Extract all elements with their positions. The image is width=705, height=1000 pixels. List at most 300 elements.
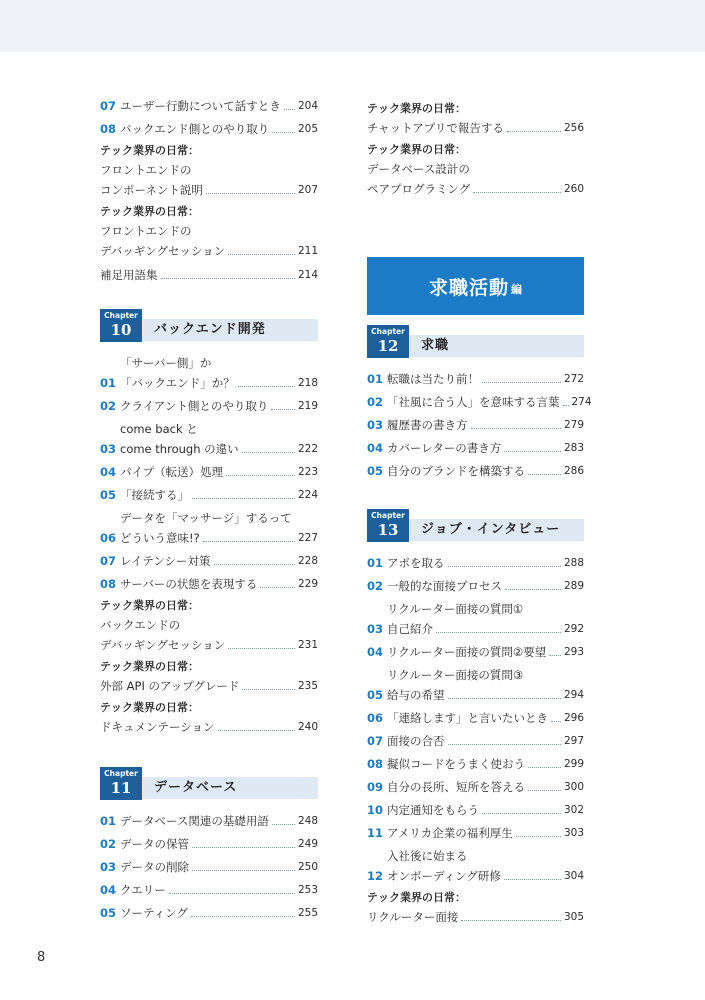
entry-number: 05 [100, 488, 117, 502]
toc-special-entry[interactable] [367, 889, 584, 927]
entry-page: 272 [563, 373, 584, 385]
entry-number: 01 [367, 372, 384, 386]
toc-entry[interactable] [367, 392, 592, 412]
chapter-label: Chapter [104, 311, 138, 320]
entry-body [120, 119, 318, 139]
entry-last-line [387, 777, 584, 797]
entry-last-line [120, 373, 318, 393]
entry-title-line: アメリカ企業の福利厚生 [387, 826, 513, 840]
toc-entry[interactable] [367, 665, 584, 705]
entry-body [120, 419, 318, 459]
toc-entry[interactable] [367, 823, 584, 843]
leader-dots [448, 744, 561, 745]
entry-page: 305 [563, 911, 584, 923]
entry-body [387, 642, 584, 662]
entry-title-line: フロントエンドの [100, 224, 192, 238]
chapter-13-items [367, 553, 584, 886]
entry-title-line: ユーザー行動について話すとき [120, 99, 281, 113]
toc-entry[interactable] [100, 508, 318, 548]
leader-dots [242, 452, 295, 453]
entry-body [387, 553, 584, 573]
entry-last-line [387, 708, 584, 728]
leader-dots [482, 382, 561, 383]
entry-category: テック業界の日常： [367, 143, 466, 156]
entry-title-line: アポを取る [387, 556, 445, 570]
toc-entry[interactable] [367, 461, 584, 481]
entry-last-line [120, 528, 318, 548]
entry-category: テック業界の日常： [100, 701, 199, 714]
entry-number: 03 [367, 418, 384, 432]
entry-title-line: come through の違い [120, 442, 239, 456]
chapter-number-box [100, 309, 142, 342]
entry-number: 08 [100, 122, 117, 136]
entry-title-line: リクルーター面接の質問②要望 [387, 645, 547, 659]
toc-special-entry[interactable] [100, 142, 318, 200]
chapter-13-header [367, 509, 584, 539]
toc-special-entry[interactable] [367, 100, 584, 138]
entry-number: 03 [367, 622, 384, 636]
entry-body [120, 462, 318, 482]
entry-title-line: 自己紹介 [387, 622, 433, 636]
leader-dots [272, 824, 295, 825]
entry-title-line: 「サーバー側」か [120, 356, 212, 370]
entry-title-line: 自分の長所、短所を答える [387, 780, 525, 794]
entry-last-line [120, 462, 318, 482]
entry-body [120, 811, 318, 831]
entry-number: 03 [100, 442, 117, 456]
entry-title-line: データベース設計の [367, 162, 470, 176]
entry-last-line [387, 823, 584, 843]
entry-last-line [120, 903, 318, 923]
entry-title-line: デバッギングセッション [100, 244, 226, 258]
entry-page: 223 [297, 466, 318, 478]
toc-entry[interactable] [367, 576, 584, 596]
leader-dots [563, 405, 569, 406]
entry-last-line [367, 118, 584, 138]
entry-title-line: ソーティング [120, 906, 188, 920]
toc-entry[interactable] [100, 880, 318, 900]
entry-body [387, 777, 584, 797]
entry-last-line [100, 241, 318, 261]
entry-title-line: come back と [120, 422, 198, 436]
toc-glossary-entry[interactable] [100, 265, 318, 285]
entry-body [120, 353, 318, 393]
entry-title-line: 転職は当たり前！ [387, 372, 479, 386]
entry-page: 283 [563, 442, 584, 454]
chapter-number-box [367, 509, 409, 542]
entry-page: 250 [297, 861, 318, 873]
entry-number: 05 [100, 906, 117, 920]
entry-page: 260 [563, 183, 584, 195]
chapter-12-header [367, 325, 584, 355]
entry-body [100, 597, 318, 655]
entry-last-line [120, 119, 318, 139]
entry-last-line [120, 857, 318, 877]
entry-number: 04 [100, 883, 117, 897]
toc-special-entry[interactable] [367, 141, 584, 199]
entry-page: 224 [297, 489, 318, 501]
leader-dots [169, 893, 295, 894]
entry-body [100, 699, 318, 737]
entry-page: 302 [563, 804, 584, 816]
chapter-10-header [100, 309, 318, 339]
toc-entry[interactable] [100, 353, 318, 393]
toc-entry[interactable] [367, 800, 584, 820]
leader-dots [214, 564, 295, 565]
leader-dots [161, 278, 295, 279]
entry-title-line: 給与の希望 [387, 688, 445, 702]
entry-number: 12 [367, 869, 384, 883]
entry-number: 04 [367, 441, 384, 455]
entry-body [387, 415, 584, 435]
toc-entry[interactable] [367, 777, 584, 797]
toc-entry[interactable] [367, 599, 584, 639]
entry-title-line: 内定通知をもらう [387, 803, 479, 817]
entry-body [387, 576, 584, 596]
entry-last-line [387, 866, 584, 886]
entry-page: 274 [571, 396, 592, 408]
entry-number: 02 [100, 837, 117, 851]
leader-dots [505, 589, 561, 590]
entry-last-line [387, 415, 584, 435]
entry-body [387, 754, 584, 774]
entry-page: 222 [297, 443, 318, 455]
entry-page: 288 [563, 557, 584, 569]
entry-body [100, 658, 318, 696]
toc-entry[interactable] [100, 811, 318, 831]
entry-page: 297 [563, 735, 584, 747]
leader-dots [206, 193, 295, 194]
entry-category: テック業界の日常： [100, 599, 199, 612]
entry-page: 235 [297, 680, 318, 692]
entry-body [387, 708, 584, 728]
entry-last-line [387, 438, 584, 458]
entry-title-line: 入社後に始まる [387, 849, 468, 863]
toc-entry[interactable] [367, 438, 584, 458]
entry-body [120, 551, 318, 571]
page-number: 8 [37, 950, 46, 965]
entry-body [367, 889, 584, 927]
entry-title-line: サーバーの状態を表現する [120, 577, 258, 591]
entry-last-line [120, 551, 318, 571]
entry-number: 01 [100, 376, 117, 390]
leader-dots [461, 920, 561, 921]
toc-right-column [367, 100, 592, 930]
entry-number: 07 [100, 554, 117, 568]
entry-last-line [387, 369, 584, 389]
entry-last-line [100, 635, 318, 655]
entry-page: 227 [297, 532, 318, 544]
entry-title-line: データの削除 [120, 860, 189, 874]
entry-number: 08 [367, 757, 384, 771]
leader-dots [516, 836, 561, 837]
entry-number: 05 [367, 464, 384, 478]
entry-last-line [387, 731, 584, 751]
toc-entry[interactable] [100, 119, 318, 139]
entry-number: 05 [367, 688, 384, 702]
entry-page: 292 [563, 623, 584, 635]
entry-page: 218 [297, 377, 318, 389]
leader-dots [192, 498, 295, 499]
entry-last-line [100, 676, 318, 696]
toc-entry[interactable] [367, 415, 584, 435]
entry-number: 08 [100, 577, 117, 591]
entry-category: テック業界の日常： [100, 660, 199, 673]
entry-body [120, 903, 318, 923]
entry-number: 10 [367, 803, 384, 817]
entry-title-line: フロントエンドの [100, 163, 192, 177]
toc-special-entry[interactable] [100, 658, 318, 696]
toc-entry[interactable] [367, 369, 584, 389]
entry-body [387, 846, 584, 886]
entry-last-line [387, 392, 592, 412]
entry-page: 211 [297, 245, 318, 257]
toc-entry[interactable] [367, 553, 584, 573]
toc-entry[interactable] [367, 846, 584, 886]
toc-entry[interactable] [367, 754, 584, 774]
glossary-title: 補足用語集 [100, 268, 158, 282]
entry-title-line: リクルーター面接 [367, 910, 459, 924]
entry-page: 289 [563, 580, 584, 592]
leader-dots [284, 109, 295, 110]
toc-entry[interactable] [100, 834, 318, 854]
entry-number: 06 [367, 711, 384, 725]
entry-title-line: 面接の合否 [387, 734, 445, 748]
chapter-title: ジョブ・インタビュー [421, 522, 561, 537]
entry-category: テック業界の日常： [367, 102, 466, 115]
entry-category: テック業界の日常： [100, 205, 199, 218]
entry-body [387, 369, 584, 389]
toc-left-intro [100, 96, 318, 261]
section-suffix: 編 [511, 283, 522, 296]
toc-entry[interactable] [367, 642, 584, 662]
entry-page: 256 [563, 122, 584, 134]
entry-page: 296 [563, 712, 584, 724]
chapter-number-box [100, 767, 142, 800]
leader-dots [549, 655, 561, 656]
toc-right-intro [367, 100, 584, 199]
entry-title-line: 擬似コードをうまく使おう [387, 757, 525, 771]
leader-dots [504, 879, 561, 880]
entry-last-line [120, 880, 318, 900]
entry-number: 01 [367, 556, 384, 570]
leader-dots [504, 451, 561, 452]
entry-title-line: 履歴書の書き方 [387, 418, 468, 432]
leader-dots [191, 916, 295, 917]
leader-dots [228, 648, 295, 649]
entry-title-line: チャットアプリで報告する [367, 121, 504, 135]
entry-number: 01 [100, 814, 117, 828]
entry-page: 299 [563, 758, 584, 770]
entry-page: 253 [297, 884, 318, 896]
entry-last-line [387, 642, 584, 662]
leader-dots [228, 254, 295, 255]
entry-category: テック業界の日常： [367, 891, 466, 904]
leader-dots [260, 587, 295, 588]
entry-page: 240 [297, 721, 318, 733]
entry-body [100, 142, 318, 200]
leader-dots [203, 541, 295, 542]
leader-dots [471, 428, 561, 429]
entry-last-line [120, 811, 318, 831]
entry-body [120, 508, 318, 548]
toc-entry[interactable] [100, 462, 318, 482]
entry-body [120, 880, 318, 900]
leader-dots [528, 790, 561, 791]
entry-page: 219 [297, 400, 318, 412]
leader-dots [448, 698, 561, 699]
entry-body [387, 800, 584, 820]
leader-dots [448, 566, 561, 567]
entry-body [387, 823, 584, 843]
leader-dots [218, 730, 295, 731]
toc-entry[interactable] [367, 731, 584, 751]
entry-title-line: クライアント側とのやり取り [120, 399, 269, 413]
toc-special-entry[interactable] [100, 203, 318, 261]
entry-page: 248 [297, 815, 318, 827]
toc-entry[interactable] [367, 708, 584, 728]
entry-body [387, 438, 584, 458]
toc-special-entry[interactable] [100, 597, 318, 655]
glossary-page: 214 [297, 269, 318, 281]
entry-title-line: どういう意味!? [120, 531, 200, 545]
entry-last-line [120, 96, 318, 116]
entry-page: 303 [563, 827, 584, 839]
entry-title-line: データの保管 [120, 837, 189, 851]
entry-page: 255 [297, 907, 318, 919]
entry-page: 249 [297, 838, 318, 850]
entry-title-line: バックエンドの [100, 618, 181, 632]
leader-dots [242, 689, 295, 690]
entry-page: 304 [563, 870, 584, 882]
entry-page: 229 [297, 578, 318, 590]
entry-last-line [387, 576, 584, 596]
leader-dots [551, 721, 561, 722]
section-banner [367, 257, 584, 315]
chapter-12-items [367, 369, 592, 481]
entry-body [120, 396, 318, 416]
entry-body [120, 574, 318, 594]
entry-title-line: バックエンド側とのやり取り [120, 122, 270, 136]
entry-number: 02 [367, 395, 384, 409]
entry-number: 02 [100, 399, 117, 413]
toc-entry[interactable] [100, 857, 318, 877]
entry-page: 286 [563, 465, 584, 477]
entry-body [120, 485, 318, 505]
entry-body [387, 461, 584, 481]
toc-entry[interactable] [100, 396, 318, 416]
entry-title-line: データベース関連の基礎用語 [120, 814, 269, 828]
entry-page: 228 [297, 555, 318, 567]
entry-number: 06 [100, 531, 117, 545]
chapter-11-header [100, 767, 318, 797]
entry-last-line [387, 619, 584, 639]
leader-dots [192, 847, 295, 848]
entry-title-line: レイテンシー対策 [120, 554, 211, 568]
entry-page: 279 [563, 419, 584, 431]
entry-last-line [387, 553, 584, 573]
leader-dots [272, 132, 295, 133]
leader-dots [271, 409, 295, 410]
entry-body [387, 665, 584, 705]
entry-last-line [120, 485, 318, 505]
toc-entry[interactable] [100, 419, 318, 459]
toc-left-column [100, 96, 318, 926]
entry-last-line [387, 754, 584, 774]
leader-dots [507, 131, 561, 132]
entry-title-line: 「接続する」 [120, 488, 189, 502]
entry-title-line: デバッギングセッション [100, 638, 226, 652]
entry-number: 03 [100, 860, 117, 874]
leader-dots [473, 192, 561, 193]
entry-body [387, 599, 584, 639]
entry-last-line [120, 574, 318, 594]
chapter-label: Chapter [371, 511, 405, 520]
chapter-title: データベース [154, 780, 238, 795]
chapter-10-specials [100, 597, 318, 737]
entry-page: 300 [563, 781, 584, 793]
entry-last-line [100, 180, 318, 200]
chapter-10-items [100, 353, 318, 594]
entry-page: 205 [297, 123, 318, 135]
entry-title-line: データを「マッサージ」するって [120, 511, 292, 525]
entry-page: 294 [563, 689, 584, 701]
chapter-13-specials [367, 889, 584, 927]
chapter-number: 10 [110, 321, 132, 339]
leader-dots [528, 474, 561, 475]
toc-entry[interactable] [100, 574, 318, 594]
chapter-number: 12 [377, 337, 399, 355]
entry-body [367, 100, 584, 138]
entry-page: 204 [297, 100, 318, 112]
top-header-band [0, 0, 705, 52]
toc-entry[interactable] [100, 903, 318, 923]
toc-entry[interactable] [100, 551, 318, 571]
entry-number: 04 [367, 645, 384, 659]
chapter-number: 11 [110, 779, 132, 797]
entry-number: 09 [367, 780, 384, 794]
toc-entry[interactable] [100, 96, 318, 116]
entry-number: 11 [367, 826, 384, 840]
entry-title-line: 「バックエンド」か？ [120, 376, 235, 390]
entry-last-line [100, 717, 318, 737]
toc-special-entry[interactable] [100, 699, 318, 737]
leader-dots [226, 475, 295, 476]
entry-title-line: オンボーディング研修 [387, 869, 501, 883]
entry-title-line: ドキュメンテーション [100, 720, 215, 734]
chapter-title: バックエンド開発 [154, 322, 266, 337]
entry-last-line [120, 396, 318, 416]
entry-title-line: リクルーター面接の質問① [387, 602, 524, 616]
leader-dots [482, 813, 561, 814]
entry-title-line: 外部 API のアップグレード [100, 679, 240, 693]
chapter-title: 求職 [421, 338, 450, 353]
leader-dots [436, 632, 561, 633]
entry-body [120, 857, 318, 877]
entry-body [387, 731, 584, 751]
entry-last-line [387, 685, 584, 705]
entry-page: 231 [297, 639, 318, 651]
entry-number: 02 [367, 579, 384, 593]
entry-title-line: 自分のブランドを構築する [387, 464, 525, 478]
toc-entry[interactable] [100, 485, 318, 505]
entry-page: 207 [297, 184, 318, 196]
entry-category: テック業界の日常： [100, 144, 199, 157]
entry-title-line: リクルーター面接の質問③ [387, 668, 524, 682]
entry-number: 04 [100, 465, 117, 479]
entry-last-line [120, 834, 318, 854]
entry-title-line: 「社風に合う人」を意味する言葉 [387, 395, 560, 409]
